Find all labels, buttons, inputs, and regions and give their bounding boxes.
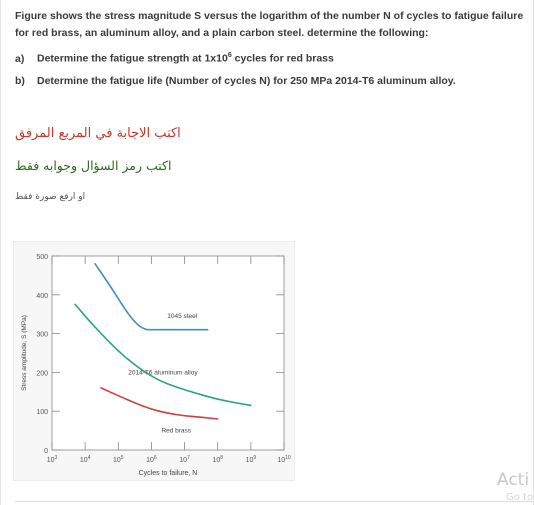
y-tick-label: 400	[36, 292, 48, 300]
arabic-instruction-2: اكتب رمز السؤال وجوابه فقط	[15, 158, 172, 173]
arabic-instruction-1: اكتب الاجابة في المربع المرفق	[15, 126, 181, 141]
question-part-b	[15, 73, 525, 90]
part-a-text: Determine the fatigue strength at 1x10	[37, 52, 228, 65]
y-tick-label: 500	[36, 254, 48, 261]
arabic-instruction-3: او ارفع صورة فقط	[15, 192, 86, 202]
plot-frame	[52, 256, 284, 450]
part-b-text: Determine the fatigue life (Number of cycles N) for 250 MPa 2014-T6 aluminum alloy.	[37, 74, 456, 87]
series-label-2: 2014-T6 aluminum alloy	[128, 369, 198, 377]
series-label-3: Red brass	[161, 427, 192, 435]
y-tick-label: 100	[36, 409, 48, 417]
x-tick-label: $10^8$	[212, 455, 224, 464]
x-tick-label: $10^3$	[46, 455, 58, 464]
question-intro: Figure shows the stress magnitude S versus the logarithm of the number N of cycles to fatigue failure for red brass, an aluminum alloy, and a plain carbon steel. determine the following:	[15, 10, 524, 39]
x-tick-label: $10^9$	[245, 455, 257, 464]
x-tick-label: $10^5$	[112, 455, 124, 464]
y-tick-label: 0	[44, 448, 48, 455]
x-tick-label: $10^7$	[179, 455, 190, 464]
part-a-text-after: cycles for red brass	[231, 52, 334, 65]
divider-line	[15, 501, 534, 502]
x-tick-label: $10^4$	[79, 455, 91, 464]
x-tick-label: $10^{10}$	[277, 455, 291, 464]
series-label-1: 1045 steel	[167, 313, 198, 321]
activation-watermark: Acti	[497, 470, 530, 490]
chart-svg	[14, 242, 294, 480]
part-a-superscript: 6	[227, 52, 232, 59]
part-a-prefix: a)	[15, 52, 25, 65]
y-tick-label: 200	[36, 370, 48, 378]
y-axis-label: Stress amplitude, S (MPa)	[21, 315, 28, 391]
question-text	[15, 8, 525, 90]
y-tick-label: 300	[36, 331, 48, 339]
x-axis-label: Cycles to failure, N	[138, 470, 198, 477]
fatigue-chart	[13, 241, 295, 481]
x-tick-label: $10^6$	[146, 455, 157, 464]
activation-watermark-sub: Go to	[506, 492, 534, 503]
question-part-a	[15, 47, 525, 68]
part-b-prefix: b)	[15, 74, 25, 87]
